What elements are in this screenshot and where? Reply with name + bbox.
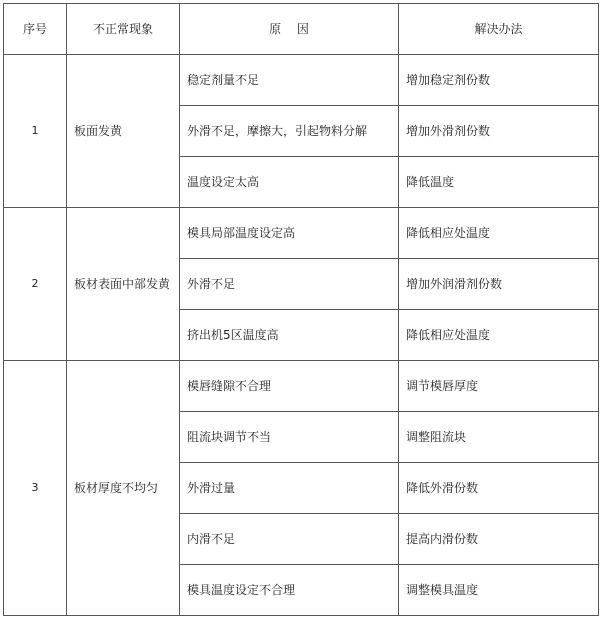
row-number: 1 [4,55,67,208]
cause-cell: 稳定剂量不足 [180,55,399,106]
solution-cell: 增加外滑剂份数 [399,106,599,157]
table-header-row [4,4,599,55]
table-row [4,208,599,259]
solution-cell: 提高内滑份数 [399,514,599,565]
cause-cell: 外滑不足 [180,259,399,310]
row-number: 3 [4,361,67,616]
solution-cell: 调节模唇厚度 [399,361,599,412]
solution-cell: 调整模具温度 [399,565,599,616]
solution-cell: 增加稳定剂份数 [399,55,599,106]
solution-cell: 降低外滑份数 [399,463,599,514]
header-no: 序号 [4,4,67,55]
cause-cell: 挤出机5区温度高 [180,310,399,361]
solution-cell: 降低相应处温度 [399,310,599,361]
table-row [4,361,599,412]
cause-cell: 阻流块调节不当 [180,412,399,463]
header-symptom: 不正常现象 [67,4,180,55]
row-number: 2 [4,208,67,361]
symptom-cell: 板材厚度不均匀 [67,361,180,616]
cause-cell: 外滑过量 [180,463,399,514]
table-row [4,55,599,106]
cause-cell: 模唇缝隙不合理 [180,361,399,412]
cause-cell: 模具温度设定不合理 [180,565,399,616]
cause-cell: 内滑不足 [180,514,399,565]
solution-cell: 调整阻流块 [399,412,599,463]
cause-cell: 模具局部温度设定高 [180,208,399,259]
troubleshooting-table [3,3,599,616]
header-solution: 解决办法 [399,4,599,55]
solution-cell: 降低温度 [399,157,599,208]
header-cause: 原 因 [180,4,399,55]
cause-cell: 温度设定太高 [180,157,399,208]
solution-cell: 降低相应处温度 [399,208,599,259]
symptom-cell: 板面发黄 [67,55,180,208]
cause-cell: 外滑不足，摩擦大，引起物料分解 [180,106,399,157]
symptom-cell: 板材表面中部发黄 [67,208,180,361]
solution-cell: 增加外润滑剂份数 [399,259,599,310]
